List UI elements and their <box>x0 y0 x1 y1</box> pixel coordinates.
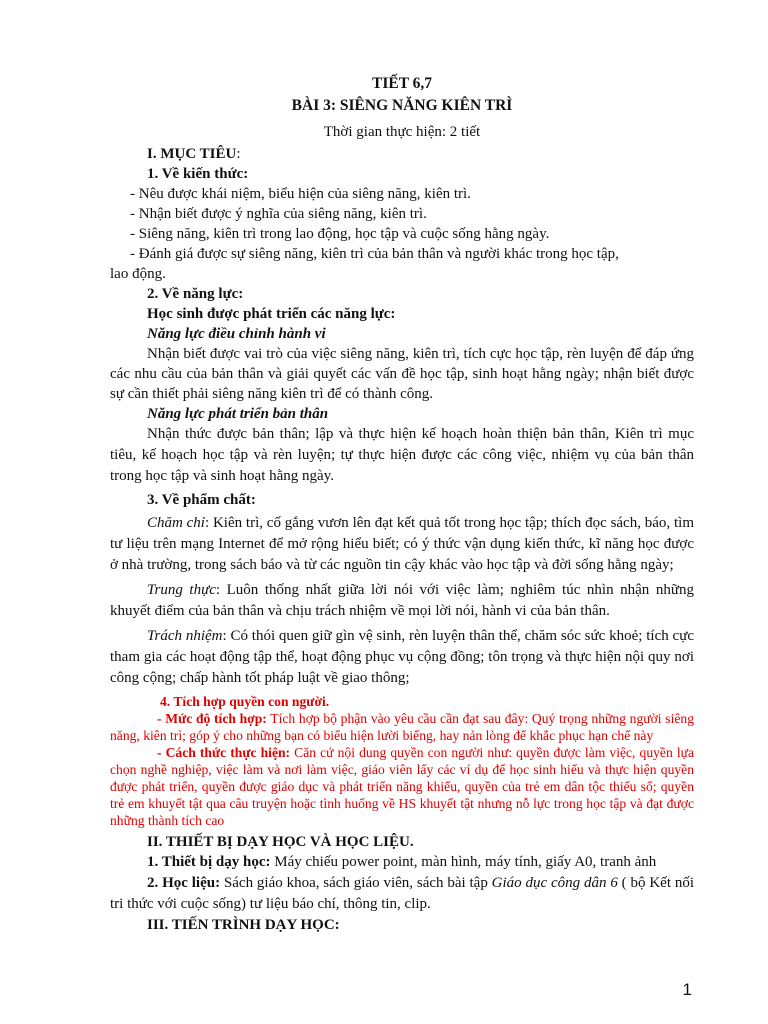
materials-text-continued: ( bộ Kết nối tri thức với cuộc sống) tư liệu báo chí, thông tin, clip. <box>110 875 694 912</box>
knowledge-item: - Nêu được khái niệm, biểu hiện của siêng năng, kiên trì. <box>130 186 471 202</box>
behavior-competence-heading: Năng lực điều chỉnh hành vi <box>147 326 326 342</box>
human-rights-level-text: Tích hợp bộ phận vào yêu cầu cần đạt sau đây: Quý trọng những người siêng năng, kiên trì; góp ý cho những bạn có biểu hiện lười biếng, hay nản lòng để khắc phục hạn chế này <box>110 711 694 743</box>
behavior-competence-text: Nhận biết được vai trò của việc siêng năng, kiên trì, tích cực học tập, rèn luyện để đáp ứng các nhu cầu của bản thân và giải quyết các vấn đề học tập, sinh hoạt hằng ngày; nhận biết được sự cần thiết phải siêng năng kiên trì để có thành công. <box>110 346 694 402</box>
materials-book-title: Giáo dục công dân 6 <box>491 875 618 891</box>
equipment-label: 1. Thiết bị dạy học: <box>147 854 271 870</box>
page-number: 1 <box>682 980 692 999</box>
lesson-duration: Thời gian thực hiện: 2 tiết <box>323 124 481 140</box>
self-competence-text: Nhận thức được bản thân; lập và thực hiện kế hoạch hoàn thiện bản thân, Kiên trì mục tiêu, kế hoạch học tập và rèn luyện; tự thực hiện được các công việc, nhiệm vụ của bản thân trong học tập và sinh hoạt hằng ngày. <box>110 426 694 484</box>
materials-paragraph <box>110 873 694 915</box>
human-rights-method <box>110 744 694 829</box>
equipment-text: Máy chiếu power point, màn hình, máy tính, giấy A0, tranh ảnh <box>270 854 657 870</box>
knowledge-item: - Nhận biết được ý nghĩa của siêng năng, kiên trì. <box>130 206 427 222</box>
document-body <box>110 74 694 935</box>
human-rights-heading: 4. Tích hợp quyền con người. <box>160 694 330 709</box>
equipment-paragraph <box>110 852 694 873</box>
human-rights-method-text: Căn cứ nội dung quyền con người như: quyền được làm việc, quyền lựa chọn nghề nghiệp, việc làm và nơi làm việc, giáo viên lấy các ví dụ để học sinh hiểu và thực hiện quyền được phát triển, quyền được giáo dục và phát triển năng khiếu, quyền của trẻ em dân tộc thiểu số; quyền trẻ em khuyết tật qua câu truyện hoặc tình huống về HS khuyết tật nhưng nỗ lực trong học tập và đạt được những thành tích cao <box>110 745 694 828</box>
self-competence-heading: Năng lực phát triển bản thân <box>147 406 329 422</box>
lesson-period: TIẾT 6,7 <box>371 75 433 92</box>
quality-diligent-text: : Kiên trì, cố gắng vươn lên đạt kết quả tốt trong học tập; thích đọc sách, báo, tìm tư liệu trên mạng Internet để mở rộng hiểu biết; có ý thức vận dụng kiến thức, kĩ năng học được ở nhà trường, trong sách báo và từ các nguồn tin cậy khác vào học tập và đời sống hằng ngày; <box>110 515 694 573</box>
quality-diligent <box>110 513 694 576</box>
section-1-heading-text: I. MỤC TIÊU <box>147 146 237 162</box>
knowledge-heading: 1. Về kiến thức: <box>147 166 249 182</box>
human-rights-level <box>110 710 694 744</box>
competence-heading: 2. Về năng lực: <box>147 286 244 302</box>
quality-responsible-text: : Có thói quen giữ gìn vệ sinh, rèn luyện thân thể, chăm sóc sức khoẻ; tích cực tham gia các hoạt động tập thể, hoạt động phục vụ cộng đồng; tôn trọng và thực hiện nội quy nơi công cộng; chấp hành tốt pháp luật về giao thông; <box>110 628 694 686</box>
materials-label: 2. Học liệu: <box>147 875 221 891</box>
quality-honest-label: Trung thực <box>147 582 216 598</box>
human-rights-method-label: - Cách thức thực hiện: <box>157 745 291 760</box>
section-3-heading: III. TIẾN TRÌNH DẠY HỌC: <box>147 917 340 933</box>
knowledge-item: - Đánh giá được sự siêng năng, kiên trì của bản thân và người khác trong học tập, <box>130 246 619 262</box>
quality-honest <box>110 580 694 622</box>
materials-text: Sách giáo khoa, sách giáo viên, sách bài tập <box>220 875 492 891</box>
quality-responsible-label: Trách nhiệm <box>147 628 223 644</box>
lesson-title: BÀI 3: SIÊNG NĂNG KIÊN TRÌ <box>291 97 513 114</box>
quality-diligent-label: Chăm chỉ <box>147 515 205 531</box>
quality-responsible <box>110 626 694 689</box>
knowledge-item: - Siêng năng, kiên trì trong lao động, học tập và cuộc sống hằng ngày. <box>130 226 550 242</box>
human-rights-level-label: - Mức độ tích hợp: <box>157 711 267 726</box>
section-1-heading <box>110 144 694 164</box>
section-2-heading: II. THIẾT BỊ DẠY HỌC VÀ HỌC LIỆU. <box>147 834 414 850</box>
quality-honest-text: : Luôn thống nhất giữa lời nói với việc làm; nghiêm túc nhìn nhận những khuyết điểm của bản thân và chịu trách nhiệm về mọi lời nói, hành vi của bản thân. <box>110 582 694 619</box>
human-rights-section <box>110 693 694 829</box>
knowledge-item-continuation: lao động. <box>110 266 166 282</box>
competence-intro: Học sinh được phát triển các năng lực: <box>147 306 396 322</box>
section-1-heading-colon: : <box>236 146 241 162</box>
qualities-heading: 3. Về phẩm chất: <box>147 492 256 508</box>
